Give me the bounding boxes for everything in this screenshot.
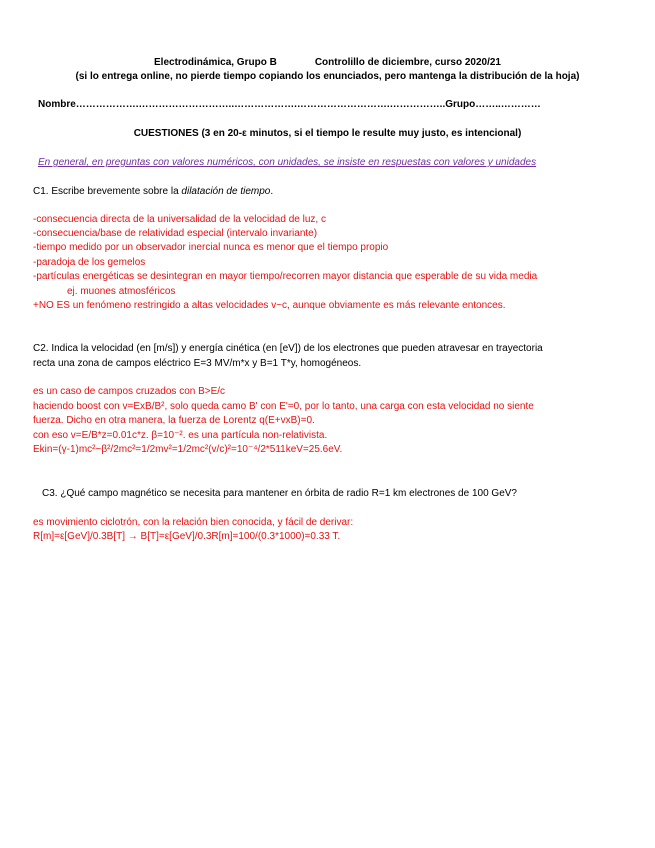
c2-answer-line: fuerza. Dicho en otra manera, la fuerza de Lorentz q(E+vxB)=0. [33,415,315,426]
course-title: Electrodinámica, Grupo B [154,57,277,68]
c1-answer-line: -consecuencia directa de la universalidad de la velocidad de luz, c [33,214,326,225]
header-note: (si lo entrega online, no pierde tiempo copiando los enunciados, pero mantenga la distribución de la hoja) [75,71,580,82]
name-group-line: Nombre……………….………………………..……………….……………………….……………..Grupo……..………… [38,99,541,110]
cuestiones-heading: CUESTIONES (3 en 20-ε minutos, si el tiempo le resulte muy justo, es intencional) [133,128,522,139]
c1-answer-line: -consecuencia/base de relatividad especial (intervalo invariante) [33,228,318,239]
c2-question-line: recta una zona de campos eléctrico E=3 MV/m*x y B=1 T*y, homogéneos. [33,358,362,369]
header-title-line [0,56,655,69]
c2-answer-line: es un caso de campos cruzados con B>E/c [33,386,226,397]
c1-question [33,185,273,198]
test-title: Controlillo de diciembre, curso 2020/21 [314,57,501,68]
c1-question-suffix: . [270,186,274,197]
c1-answer-line: +NO ES un fenómeno restringido a altas velocidades v~c, aunque obviamente es más relevante entonces. [33,300,506,311]
c1-question-emphasis: dilatación de tiempo [181,186,271,197]
c1-answer-line: -paradoja de los gemelos [33,257,146,268]
c2-answer-line: haciendo boost con v=ExB/B², solo queda camo B' con E'=0, por lo tanto, una carga con esta velocidad no siente [33,401,534,412]
c2-answer-line: Ekin=(γ-1)mc²~β²/2mc²=1/2mv²=1/2mc²(v/c)²=10⁻⁴/2*511keV=25.6eV. [33,444,343,455]
c2-answer-line: con eso v=E/B*z=0.01c*z. β=10⁻². es una partícula non-relativista. [33,430,328,441]
c3-question: C3. ¿Qué campo magnético se necesita para mantener en órbita de radio R=1 km electrones de 100 GeV? [42,488,517,499]
c3-answer-line: es movimiento ciclotrón, con la relación bien conocida, y fácil de derivar: [33,517,354,528]
c1-answer-example: ej. muones atmosféricos [67,286,176,297]
c3-answer-line: R[m]=ε[GeV]/0.3B[T] → B[T]=ε[GeV]/0.3R[m]=100/(0.3*1000)=0.33 T. [33,531,341,542]
c2-question-line: C2. Indica la velocidad (en [m/s]) y energía cinética (en [eV]) de los electrones que pueden atravesar en trayectoria [33,343,543,354]
c1-answer-line: -partículas energéticas se desintegran en mayor tiempo/recorren mayor distancia que esperable de su vida media [33,271,538,282]
c1-question-prefix: C1. Escribe brevemente sobre la [33,186,182,197]
general-note: En general, en preguntas con valores numéricos, con unidades, se insiste en respuestas con valores y unidades [38,157,537,168]
c1-answer-line: -tiempo medido por un observador inercial nunca es menor que el tiempo propio [33,242,389,253]
